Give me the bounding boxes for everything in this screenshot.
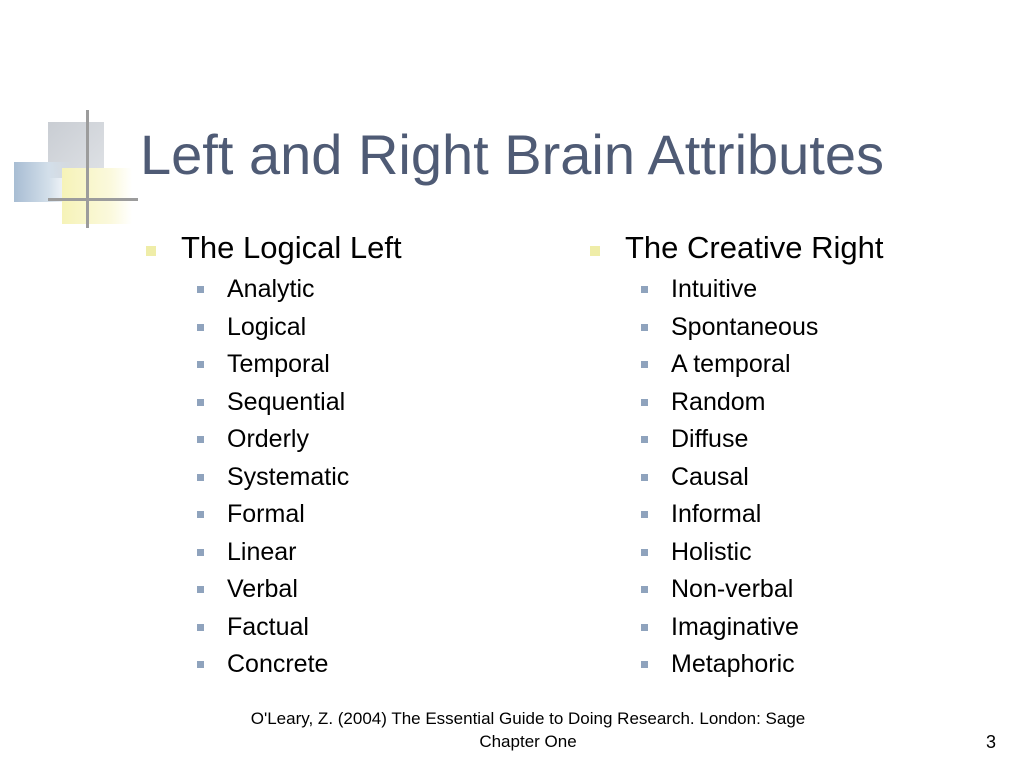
square-bullet-icon (197, 474, 204, 481)
square-bullet-icon (197, 586, 204, 593)
list-item-text: Spontaneous (671, 312, 819, 341)
list-item (590, 570, 1010, 608)
list-item-text: Linear (227, 537, 297, 566)
footer-citation: O'Leary, Z. (2004) The Essential Guide to Doing Research. London: Sage (250, 709, 806, 728)
list-item-text: Imaginative (671, 612, 799, 641)
list-item-text: Systematic (227, 462, 350, 491)
left-column-heading: The Logical Left (181, 230, 402, 265)
square-bullet-icon (197, 661, 204, 668)
list-item-text: Intuitive (671, 275, 758, 303)
left-column (146, 228, 566, 683)
list-item (590, 608, 1010, 646)
list-item-text: Orderly (227, 425, 309, 453)
footer-chapter: Chapter One (479, 731, 577, 751)
square-bullet-icon (197, 436, 204, 443)
page-number: 3 (985, 732, 996, 752)
list-item (146, 345, 566, 383)
list-item (590, 308, 1010, 346)
slide-footer (200, 708, 856, 754)
square-bullet-icon (197, 361, 204, 368)
decorative-horizontal-line (48, 198, 138, 201)
square-bullet-icon (590, 246, 600, 256)
list-item (146, 608, 566, 646)
list-item-text: Verbal (227, 575, 298, 603)
right-column (590, 228, 1010, 683)
list-item-text: Concrete (227, 650, 329, 678)
list-item-text: Diffuse (671, 425, 749, 453)
right-column-heading-row (590, 228, 1010, 270)
list-item (146, 645, 566, 683)
list-item (146, 570, 566, 608)
list-item-text: Factual (227, 612, 309, 641)
decorative-vertical-line (86, 110, 89, 228)
list-item-text: Metaphoric (671, 650, 795, 678)
square-bullet-icon (197, 549, 204, 556)
square-bullet-icon (641, 399, 648, 406)
square-bullet-icon (641, 549, 648, 556)
right-column-heading: The Creative Right (625, 230, 884, 265)
list-item (146, 383, 566, 421)
list-item (590, 270, 1010, 308)
list-item (146, 495, 566, 533)
list-item (590, 420, 1010, 458)
list-item (590, 383, 1010, 421)
square-bullet-icon (641, 661, 648, 668)
square-bullet-icon (641, 436, 648, 443)
list-item (590, 533, 1010, 571)
square-bullet-icon (641, 586, 648, 593)
list-item (590, 458, 1010, 496)
decorative-yellow-bar (62, 168, 132, 224)
square-bullet-icon (641, 474, 648, 481)
square-bullet-icon (146, 246, 156, 256)
list-item-text: Non-verbal (671, 575, 794, 603)
square-bullet-icon (641, 511, 648, 518)
left-column-heading-row (146, 228, 566, 270)
left-column-list (146, 270, 566, 683)
list-item (146, 458, 566, 496)
square-bullet-icon (641, 624, 648, 631)
square-bullet-icon (641, 286, 648, 293)
list-item-text: Holistic (671, 537, 752, 566)
list-item-text: Causal (671, 462, 749, 491)
square-bullet-icon (197, 624, 204, 631)
list-item-text: A temporal (671, 350, 791, 378)
list-item-text: Sequential (227, 387, 346, 416)
square-bullet-icon (641, 324, 648, 331)
square-bullet-icon (197, 286, 204, 293)
slide-title: Left and Right Brain Attributes (140, 123, 884, 186)
right-column-list (590, 270, 1010, 683)
list-item (146, 270, 566, 308)
list-item (146, 308, 566, 346)
list-item-text: Temporal (227, 350, 330, 378)
list-item (146, 420, 566, 458)
list-item-text: Logical (227, 312, 307, 341)
list-item (590, 345, 1010, 383)
list-item-text: Random (671, 387, 766, 416)
list-item-text: Informal (671, 500, 762, 528)
list-item (590, 645, 1010, 683)
square-bullet-icon (197, 511, 204, 518)
list-item (146, 533, 566, 571)
list-item-text: Formal (227, 500, 305, 528)
square-bullet-icon (197, 399, 204, 406)
square-bullet-icon (641, 361, 648, 368)
square-bullet-icon (197, 324, 204, 331)
list-item (590, 495, 1010, 533)
list-item-text: Analytic (227, 275, 315, 303)
